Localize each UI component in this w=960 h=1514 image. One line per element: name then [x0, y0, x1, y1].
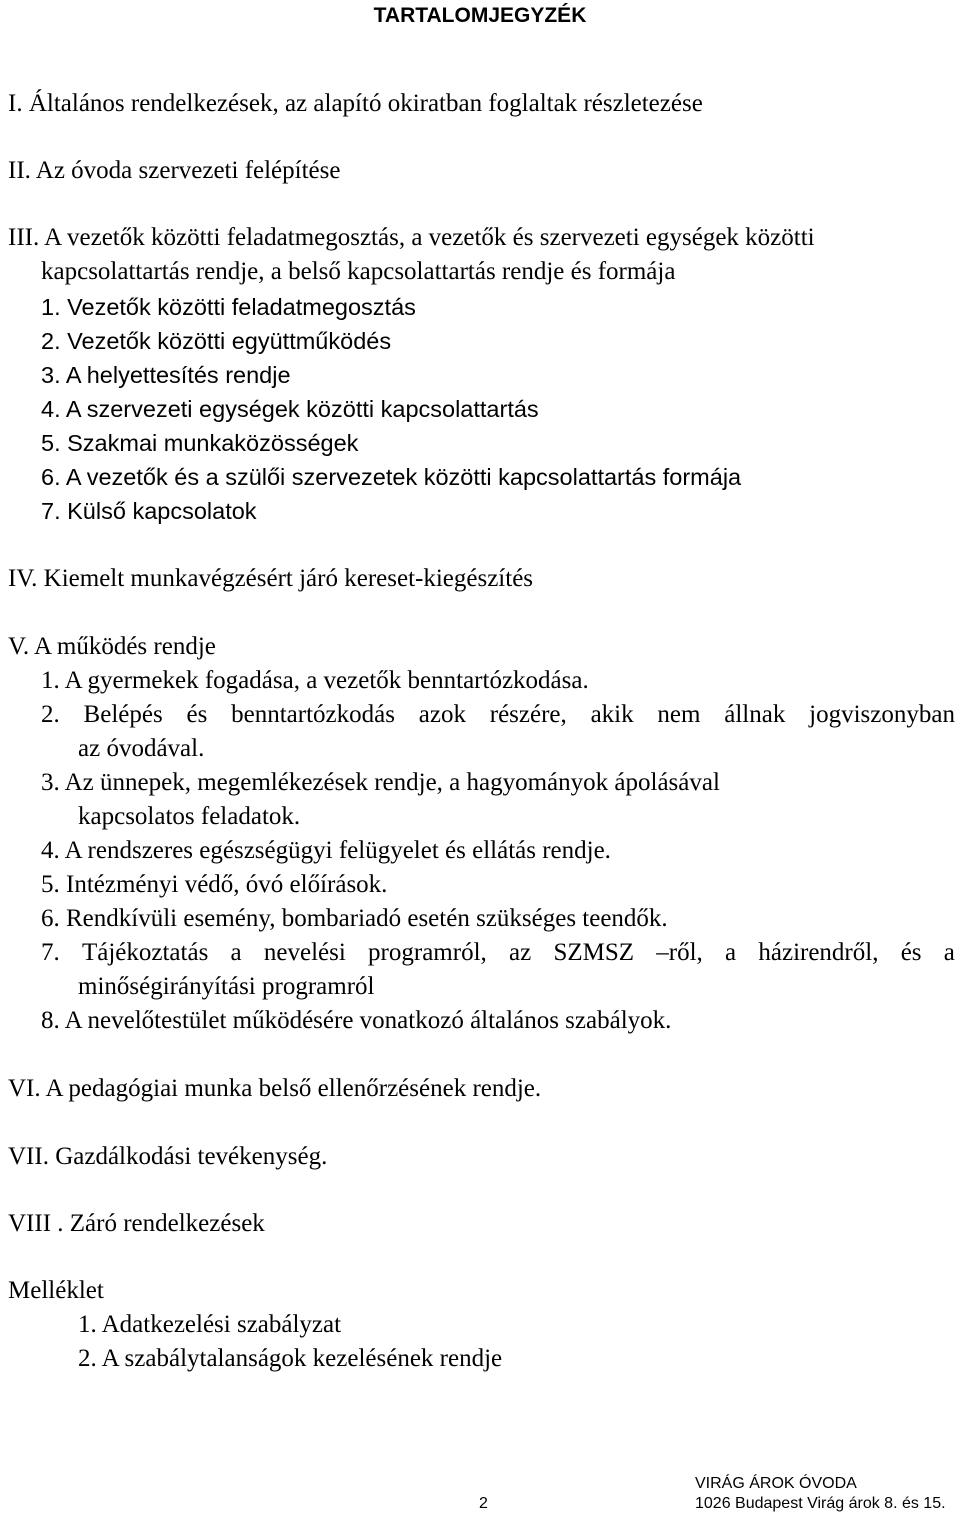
- word: a: [725, 939, 737, 966]
- footer-org-name: VIRÁG ÁROK ÓVODA: [695, 1475, 857, 1492]
- section-v-item-2-cont: az óvodával.: [78, 735, 205, 762]
- section-v-item-1: 1. A gyermekek fogadása, a vezetők benntartózkodása.: [41, 667, 589, 694]
- section-v-item-7: [41, 936, 955, 970]
- word: és: [186, 701, 208, 728]
- appendix-item-1: 1. Adatkezelési szabályzat: [78, 1311, 342, 1338]
- section-v-item-3-cont: kapcsolatos feladatok.: [78, 803, 301, 830]
- section-iii-line1: III. A vezetők közötti feladatmegosztás, a vezetők és szervezeti egységek közötti: [8, 224, 815, 251]
- section-v-item-2: [41, 698, 955, 732]
- word: azok: [418, 701, 466, 728]
- section-vii: VII. Gazdálkodási tevékenység.: [8, 1143, 328, 1170]
- word: –ről,: [656, 939, 703, 966]
- word: állnak: [724, 701, 786, 728]
- word: és: [900, 939, 922, 966]
- section-iii-item-4: 4. A szervezeti egységek közötti kapcsolattartás: [41, 396, 539, 422]
- section-v: V. A működés rendje: [8, 633, 216, 660]
- section-iii-item-6: 6. A vezetők és a szülői szervezetek közötti kapcsolattartás formája: [41, 464, 742, 490]
- section-v-item-8: 8. A nevelőtestület működésére vonatkozó általános szabályok.: [41, 1007, 672, 1034]
- section-iii-item-2: 2. Vezetők közötti együttműködés: [41, 328, 392, 354]
- section-ii: II. Az óvoda szervezeti felépítése: [8, 157, 341, 184]
- section-v-item-7-cont: minőségirányítási programról: [78, 973, 375, 1000]
- word: jogviszonyban: [809, 701, 955, 728]
- word: akik: [590, 701, 634, 728]
- section-v-item-4: 4. A rendszeres egészségügyi felügyelet és ellátás rendje.: [41, 837, 611, 864]
- word: 7.: [41, 939, 60, 966]
- word: Tájékoztatás: [81, 939, 209, 966]
- page-number: 2: [479, 1495, 488, 1512]
- word: nem: [657, 701, 701, 728]
- word: 2.: [41, 701, 60, 728]
- section-vi: VI. A pedagógiai munka belső ellenőrzésének rendje.: [8, 1075, 542, 1102]
- appendix-heading: Melléklet: [8, 1277, 104, 1304]
- section-iii-item-7: 7. Külső kapcsolatok: [41, 498, 257, 524]
- word: Belépés: [83, 701, 163, 728]
- word: benntartózkodás: [231, 701, 395, 728]
- section-iii-line2: kapcsolattartás rendje, a belső kapcsolattartás rendje és formája: [41, 258, 676, 285]
- word: részére,: [489, 701, 567, 728]
- section-iii-item-3: 3. A helyettesítés rendje: [41, 362, 291, 388]
- section-iv: IV. Kiemelt munkavégzésért járó kereset-kiegészítés: [8, 565, 534, 592]
- word: a: [943, 939, 955, 966]
- section-iii-item-1: 1. Vezetők közötti feladatmegosztás: [41, 294, 416, 320]
- word: programról,: [368, 939, 487, 966]
- word: nevelési: [263, 939, 346, 966]
- footer-address: 1026 Budapest Virág árok 8. és 15.: [695, 1495, 946, 1512]
- document-title: TARTALOMJEGYZÉK: [373, 4, 587, 27]
- word: a: [230, 939, 242, 966]
- section-iii-item-5: 5. Szakmai munkaközösségek: [41, 430, 359, 456]
- word: házirendről,: [758, 939, 879, 966]
- section-v-item-3: 3. Az ünnepek, megemlékezések rendje, a hagyományok ápolásával: [41, 769, 720, 796]
- section-viii: VIII . Záró rendelkezések: [8, 1210, 265, 1237]
- section-v-item-6: 6. Rendkívüli esemény, bombariadó esetén szükséges teendők.: [41, 905, 668, 932]
- section-i: I. Általános rendelkezések, az alapító okiratban foglaltak részletezése: [8, 90, 703, 117]
- word: SZMSZ: [553, 939, 635, 966]
- section-v-item-5: 5. Intézményi védő, óvó előírások.: [41, 871, 388, 898]
- appendix-item-2: 2. A szabálytalanságok kezelésének rendje: [78, 1345, 503, 1372]
- word: az: [509, 939, 532, 966]
